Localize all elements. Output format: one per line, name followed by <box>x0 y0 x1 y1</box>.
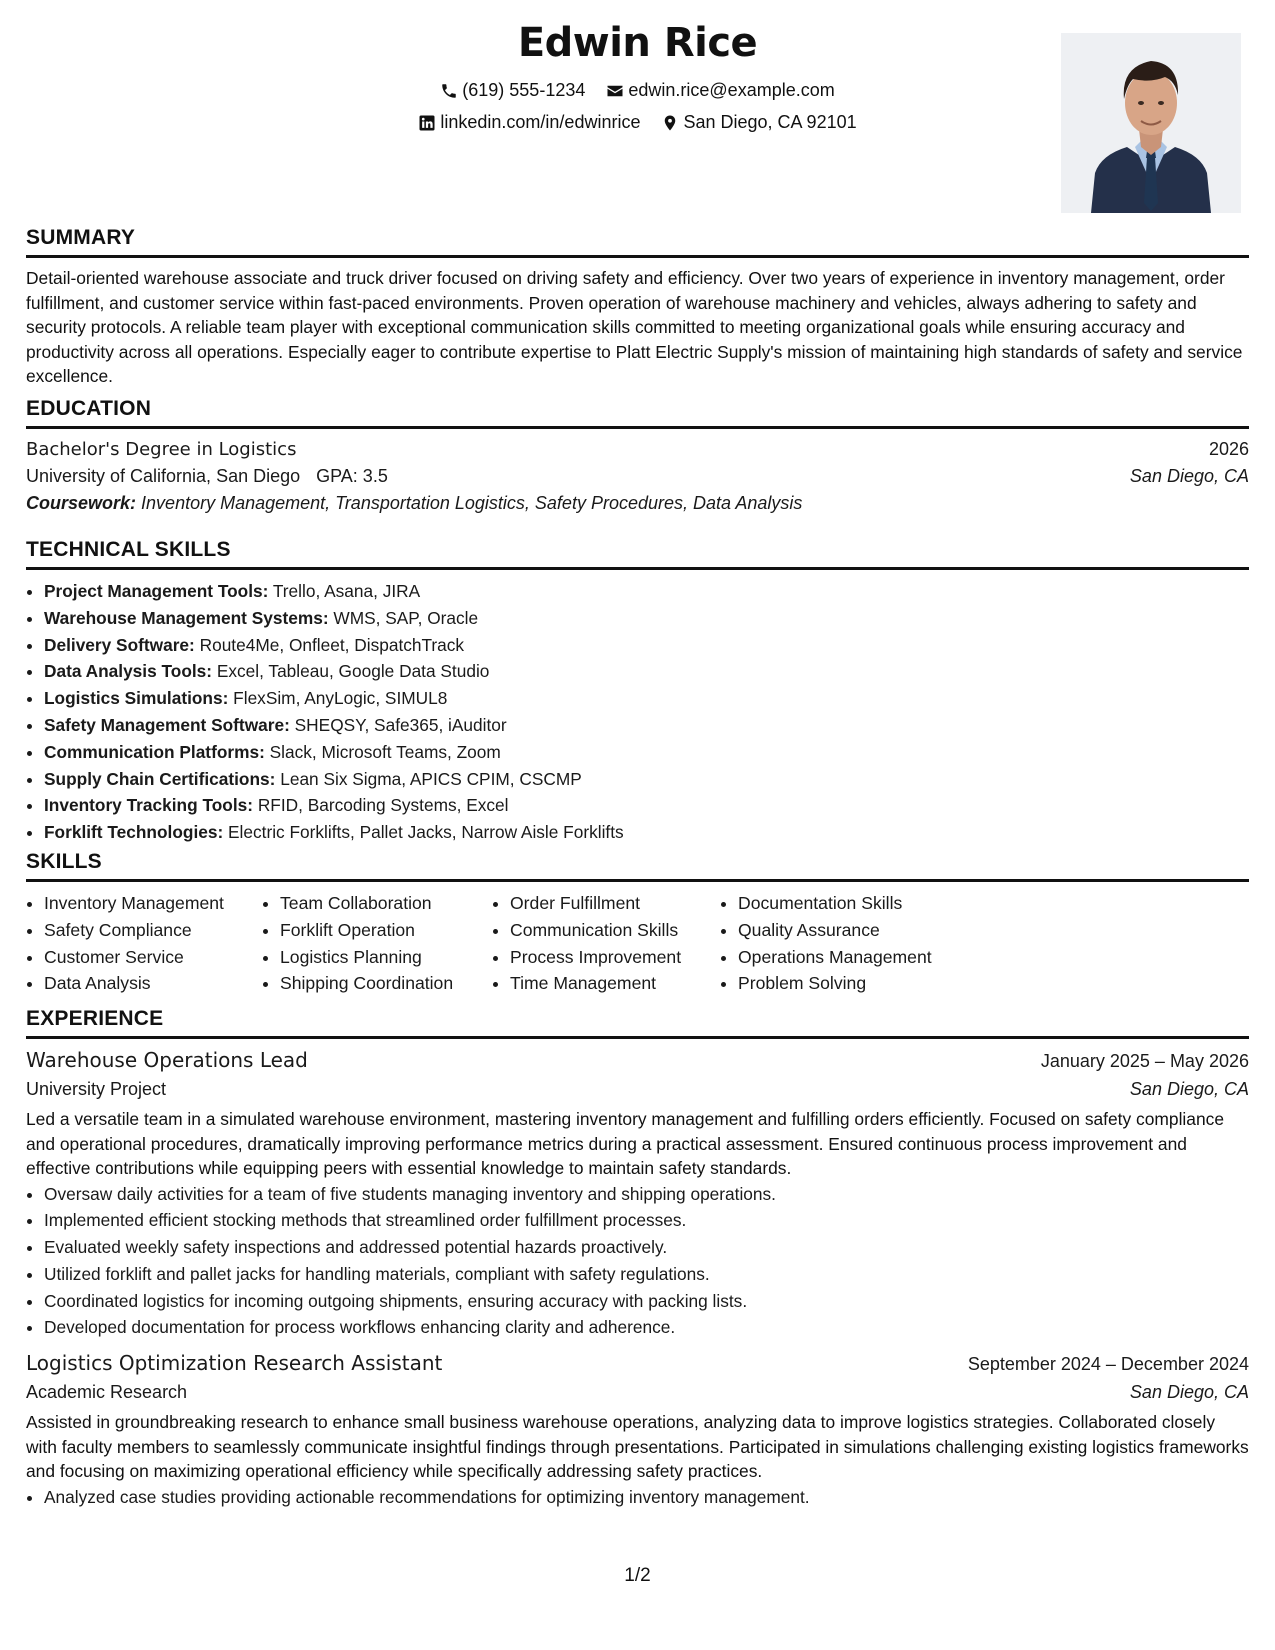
skill-values: FlexSim, AnyLogic, SIMUL8 <box>233 688 448 709</box>
job-dates: September 2024 – December 2024 <box>967 1354 1249 1375</box>
list-item: • Logistics Planning <box>280 944 492 971</box>
job-title: Warehouse Operations Lead <box>26 1048 308 1072</box>
map-pin-icon <box>661 114 679 132</box>
technical-skills-section <box>26 538 1249 846</box>
skill-category: Safety Management Software: <box>44 714 290 735</box>
list-item <box>44 605 1249 632</box>
skills-column-3 <box>492 890 720 997</box>
job-title-row <box>26 1351 1249 1375</box>
job-description: Led a versatile team in a simulated warehouse environment, mastering inventory management and fulfilling orders efficiently. Focused on safety compliance and operational procedures, dramatically improving performance metrics during a practical assessment. Ensured continuous process improvement and effective contributions while equipping peers with essential knowledge to maintain safety standards. <box>26 1109 1225 1178</box>
phone-contact <box>440 80 585 101</box>
technical-skills-heading: TECHNICAL SKILLS <box>26 538 1249 570</box>
list-item <box>44 792 1249 819</box>
location-text: San Diego, CA 92101 <box>683 112 857 132</box>
candidate-name: Edwin Rice <box>517 20 758 66</box>
linkedin-text[interactable]: linkedin.com/in/edwinrice <box>440 112 641 132</box>
page-number: 1/2 <box>624 1565 651 1586</box>
job-title: Logistics Optimization Research Assistant <box>26 1351 443 1376</box>
skill-values: Slack, Microsoft Teams, Zoom <box>269 741 501 762</box>
list-item: • Order Fulfillment <box>510 890 720 917</box>
skills-column-4 <box>720 890 968 997</box>
skill-category: Warehouse Management Systems: <box>44 607 329 628</box>
skills-grid <box>26 890 1249 997</box>
education-heading: EDUCATION <box>26 397 1249 429</box>
list-item <box>44 632 1249 659</box>
list-item: • Evaluated weekly safety inspections and addressed potential hazards proactively. <box>44 1234 1249 1261</box>
gpa: GPA: 3.5 <box>316 466 388 486</box>
list-item <box>44 658 1249 685</box>
school-name: University of California, San Diego <box>26 466 301 486</box>
skill-category: Forklift Technologies: <box>44 822 224 843</box>
email-text[interactable]: edwin.rice@example.com <box>628 80 835 100</box>
list-item <box>44 819 1249 846</box>
job-description: Assisted in groundbreaking research to enhance small business warehouse operations, analyzing data to improve logistics strategies. Collaborated closely with faculty members to seamlessly communicate insightful findings through presentations. Participated in simulations challenging existing logistics frameworks and focusing on maximizing operational efficiency while specifically addressing safety practices. <box>26 1412 1249 1482</box>
summary-section <box>26 226 1249 389</box>
job-location: San Diego, CA <box>1129 1079 1249 1099</box>
skill-values: WMS, SAP, Oracle <box>333 607 479 628</box>
skills-column-1 <box>26 890 262 997</box>
degree-title: Bachelor's Degree in Logistics <box>26 439 297 460</box>
education-section <box>26 397 1249 514</box>
location-contact <box>661 112 856 133</box>
skill-values: SHEQSY, Safe365, iAuditor <box>294 714 507 735</box>
phone-icon <box>440 82 458 100</box>
portrait-image <box>1061 33 1241 213</box>
list-item: • Time Management <box>510 970 720 997</box>
skill-values: Route4Me, Onfleet, DispatchTrack <box>199 634 465 655</box>
list-item: • Shipping Coordination <box>280 970 492 997</box>
experience-heading: EXPERIENCE <box>26 1007 1249 1039</box>
job-entry <box>26 1048 1249 1341</box>
list-item: • Team Collaboration <box>280 890 492 917</box>
technical-skills-list <box>26 578 1249 846</box>
list-item: • Utilized forklift and pallet jacks for handling materials, compliant with safety regulations. <box>44 1261 1249 1288</box>
job-entry <box>26 1351 1249 1510</box>
skill-values: Electric Forklifts, Pallet Jacks, Narrow Aisle Forklifts <box>228 822 624 843</box>
linkedin-contact[interactable] <box>418 112 640 133</box>
list-item: • Inventory Management <box>44 890 262 917</box>
skill-values: Trello, Asana, JIRA <box>272 581 421 601</box>
skill-values: RFID, Barcoding Systems, Excel <box>257 795 509 816</box>
summary-text: Detail-oriented warehouse associate and truck driver focused on driving safety and efficiency. Over two years of experience in inventory management, order fulfillment, and customer service within fast-paced environments. Proven operation of warehouse machinery and vehicles, always adhering to safety and security protocols. A reliable team player with exceptional communication skills committed to meeting organizational goals while ensuring accuracy and productivity across all operations. Especially eager to contribute expertise to Platt Electric Supply's mission of maintaining high standards of safety and service excellence. <box>26 268 1243 386</box>
resume-header <box>26 0 1249 200</box>
skill-category: Communication Platforms: <box>44 741 265 762</box>
list-item: • Problem Solving <box>738 970 968 997</box>
skill-values: Excel, Tableau, Google Data Studio <box>216 661 490 682</box>
list-item: • Quality Assurance <box>738 917 968 944</box>
job-org-row <box>26 1382 1249 1403</box>
list-item: • Implemented efficient stocking methods that streamlined order fulfillment processes. <box>44 1207 1249 1234</box>
skill-values: Lean Six Sigma, APICS CPIM, CSCMP <box>280 768 582 789</box>
list-item: • Forklift Operation <box>280 917 492 944</box>
job-org-row <box>26 1079 1249 1100</box>
skills-heading: SKILLS <box>26 850 1249 882</box>
list-item: • Data Analysis <box>44 970 262 997</box>
coursework-list: Inventory Management, Transportation Logistics, Safety Procedures, Data Analysis <box>141 493 803 513</box>
list-item <box>44 685 1249 712</box>
summary-heading: SUMMARY <box>26 226 1249 258</box>
list-item: • Safety Compliance <box>44 917 262 944</box>
skill-category: Delivery Software: <box>44 634 195 655</box>
coursework-row <box>26 493 1249 514</box>
email-contact[interactable] <box>606 80 834 101</box>
list-item: • Developed documentation for process workflows enhancing clarity and adherence. <box>44 1314 1249 1341</box>
skill-category: Inventory Tracking Tools: <box>44 795 254 816</box>
school-info <box>26 466 388 487</box>
education-degree-row <box>26 439 1249 460</box>
experience-section <box>26 1007 1249 1511</box>
job-dates: January 2025 – May 2026 <box>1040 1051 1249 1071</box>
list-item: • Coordinated logistics for incoming outgoing shipments, ensuring accuracy with packing lists. <box>44 1288 1249 1315</box>
resume-content <box>26 0 1249 1507</box>
linkedin-icon <box>418 114 436 132</box>
profile-photo <box>1061 33 1241 213</box>
coursework-label: Coursework: <box>26 493 137 513</box>
job-organization: Academic Research <box>26 1382 188 1403</box>
skills-column-2 <box>262 890 492 997</box>
skill-category: Data Analysis Tools: <box>44 661 213 682</box>
list-item <box>44 739 1249 766</box>
skill-category: Supply Chain Certifications: <box>44 768 276 789</box>
list-item: • Process Improvement <box>510 944 720 971</box>
graduation-year: 2026 <box>1208 439 1249 459</box>
job-title-row <box>26 1048 1249 1072</box>
job-location: San Diego, CA <box>1129 1382 1249 1403</box>
skills-section <box>26 850 1249 997</box>
list-item <box>44 766 1249 793</box>
job-organization: University Project <box>26 1079 167 1099</box>
school-location: San Diego, CA <box>1129 466 1249 486</box>
list-item: • Communication Skills <box>510 917 720 944</box>
education-school-row <box>26 466 1249 487</box>
list-item: • Analyzed case studies providing actionable recommendations for optimizing inventory management. <box>44 1484 1249 1511</box>
phone-text: (619) 555-1234 <box>462 80 586 100</box>
job-bullets <box>26 1484 1249 1511</box>
list-item: • Operations Management <box>738 944 968 971</box>
skill-category: Logistics Simulations: <box>44 688 229 709</box>
list-item: • Customer Service <box>44 944 262 971</box>
list-item <box>44 712 1249 739</box>
list-item: • Oversaw daily activities for a team of five students managing inventory and shipping operations. <box>44 1181 1249 1208</box>
envelope-icon <box>606 82 624 100</box>
job-bullets <box>26 1181 1249 1342</box>
skill-category: Project Management Tools: <box>44 581 269 601</box>
list-item: • Documentation Skills <box>738 890 968 917</box>
list-item <box>44 578 1249 605</box>
